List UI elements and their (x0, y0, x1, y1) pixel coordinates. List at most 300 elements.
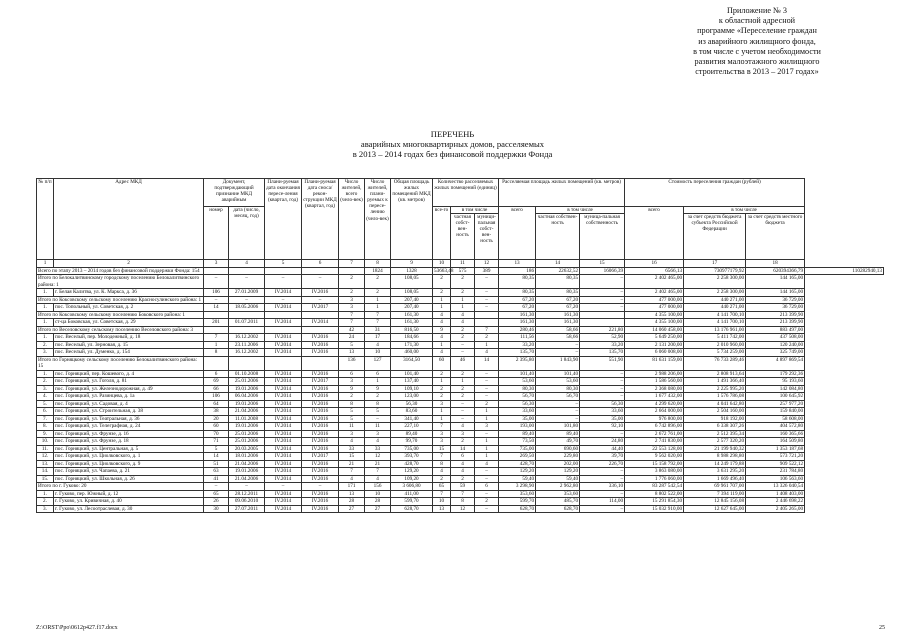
value-cell: – (302, 275, 339, 289)
value-cell: 33,20 (580, 341, 625, 349)
address-cell: пос. Горняцкий, ул. Циолковского, д. 1 (54, 453, 204, 461)
value-cell: IV.2017 (302, 304, 339, 312)
value-cell: 161,30 (499, 319, 536, 327)
header-residents-planned: Число жителей, плани-руемых к пересе-лению (чело-век) (365, 179, 391, 260)
value-cell: 6 742 896,00 (625, 423, 684, 431)
value-cell: IV.2014 (265, 460, 302, 468)
value-cell (580, 311, 625, 319)
table-row (37, 423, 884, 431)
value-cell: – (451, 341, 475, 349)
value-cell: 2 (451, 326, 475, 334)
value-cell: 389 (475, 267, 499, 275)
address-cell: пос. Горняцкий, пер. Кошевого, д. 4 (54, 370, 204, 378)
value-cell: 9 562 020,00 (625, 453, 684, 461)
value-cell: – (580, 296, 625, 304)
value-cell: 137,40 (391, 378, 433, 386)
value-cell: – (365, 415, 391, 423)
group-label-cell: Итого по Коксовскому сельскому поселению Боковского района: 1 (37, 311, 204, 319)
value-cell: 1328 (391, 267, 433, 275)
value-cell: 2 402 465,00 (625, 289, 684, 297)
value-cell: 108,05 (391, 275, 433, 289)
value-cell: 28 (339, 498, 365, 506)
value-cell: 6 060 008,00 (625, 349, 684, 357)
table-row (37, 378, 884, 386)
value-cell: 2 (339, 289, 365, 297)
table-row (37, 475, 884, 483)
value-cell: 123,00 (391, 393, 433, 401)
value-cell: 7 (339, 468, 365, 476)
value-cell: 14 060 458,00 (625, 326, 684, 334)
value-cell: 976 800,00 (625, 415, 684, 423)
value-cell: 3 (433, 430, 451, 438)
header-cost-incl: в том числе (684, 207, 805, 214)
value-cell: 17 (365, 334, 391, 342)
value-cell: 229,80 (536, 453, 580, 461)
value-cell: 477 000,00 (625, 304, 684, 312)
value-cell: 179 292,36 (746, 370, 805, 378)
value-cell: 2 (365, 393, 391, 401)
value-cell: 109,10 (391, 385, 433, 393)
value-cell: 1 (475, 408, 499, 416)
value-cell: 2 405 265,00 (746, 505, 805, 513)
column-number-cell: 17 (684, 260, 746, 268)
value-cell (475, 311, 499, 319)
value-cell: 60 (204, 423, 229, 431)
value-cell: IV.2014 (265, 438, 302, 446)
table-row (37, 400, 884, 408)
column-number-cell: 18 (746, 260, 805, 268)
value-cell: – (580, 430, 625, 438)
value-cell: 4 355 100,00 (625, 311, 684, 319)
value-cell: IV.2016 (302, 430, 339, 438)
value-cell: – (475, 475, 499, 483)
value-cell: IV.2016 (302, 393, 339, 401)
value-cell: 41 (204, 475, 229, 483)
column-number-cell: 7 (339, 260, 365, 268)
group-total-row (37, 311, 884, 319)
value-cell: 101,40 (499, 370, 536, 378)
value-cell: 6 (204, 370, 229, 378)
value-cell: 159 840,00 (746, 408, 805, 416)
value-cell: 31 (365, 326, 391, 334)
value-cell: 4 (339, 438, 365, 446)
value-cell: IV.2016 (302, 349, 339, 357)
value-cell: 11.01.2008 (229, 415, 265, 423)
value-cell: 628,70 (536, 505, 580, 513)
column-number-cell: 8 (365, 260, 391, 268)
header-rooms-private: частная собст-вен-ность (451, 214, 475, 260)
value-cell: – (229, 275, 265, 289)
value-cell: 1 (433, 378, 451, 386)
value-cell: 4 (365, 341, 391, 349)
value-cell: 161,30 (391, 319, 433, 327)
value-cell: 58,66 (536, 334, 580, 342)
value-cell: 207,40 (391, 296, 433, 304)
value-cell: – (204, 483, 229, 491)
value-cell: 599,70 (391, 498, 433, 506)
table-row (37, 415, 884, 423)
row-number-cell: 1. (37, 289, 54, 297)
value-cell: 2 010 960,00 (684, 341, 746, 349)
value-cell: IV.2014 (265, 370, 302, 378)
column-number-cell: 1 (37, 260, 54, 268)
footer-file-path: Z:\ORST\Ppo\0612p427.f17.docx (36, 625, 118, 631)
table-row (37, 505, 884, 513)
value-cell: 4 299 620,00 (625, 400, 684, 408)
value-cell: 4 (475, 460, 499, 468)
value-cell: 184,66 (391, 334, 433, 342)
value-cell: 2 (433, 370, 451, 378)
value-cell: 5 411 742,00 (684, 334, 746, 342)
value-cell: 551,90 (580, 356, 625, 370)
column-number-cell: 4 (229, 260, 265, 268)
value-cell: 71 (204, 438, 229, 446)
column-number-cell: 14 (536, 260, 580, 268)
value-cell (265, 311, 302, 319)
value-cell: 353,60 (499, 490, 536, 498)
group-label-cell: Итого по Веселовскому сельскому поселению Веселовского района: 3 (37, 326, 204, 334)
value-cell: IV.2014 (265, 468, 302, 476)
value-cell: 4 (451, 460, 475, 468)
address-cell: г. Гуково, ул. Лесоотраслевая, д. 30 (54, 505, 204, 513)
value-cell (204, 326, 229, 334)
header-planned-end: Плани-руемая дата окончания пересе-ления (квартал, год) (265, 179, 302, 260)
value-cell: 33 (365, 445, 391, 453)
value-cell: IV.2014 (265, 445, 302, 453)
value-cell: 2 258 300,00 (684, 275, 746, 289)
row-number-cell: 3. (37, 349, 54, 357)
appendix-line: в том числе с учетом необходимости (693, 46, 821, 56)
value-cell: 164 509,80 (746, 438, 805, 446)
value-cell: 28 (365, 498, 391, 506)
value-cell: IV.2014 (265, 453, 302, 461)
value-cell: 816,50 (391, 326, 433, 334)
value-cell: IV.2016 (302, 341, 339, 349)
value-cell: 4 (433, 319, 451, 327)
header-area-incl: в том числе (536, 207, 625, 214)
value-cell: IV.2016 (302, 438, 339, 446)
row-number-cell: 13. (37, 460, 54, 468)
value-cell: 3 (433, 400, 451, 408)
value-cell: 19.01.2006 (229, 423, 265, 431)
value-cell: 73,50 (499, 438, 536, 446)
value-cell: 13 (339, 490, 365, 498)
value-cell: 2 (433, 385, 451, 393)
header-doc-date: дата (число, месяц, год) (229, 207, 265, 260)
value-cell: 5 (339, 408, 365, 416)
value-cell: 30 (204, 505, 229, 513)
value-cell: 8 (365, 400, 391, 408)
appendix-header (627, 6, 887, 77)
value-cell: 24 (339, 334, 365, 342)
value-cell: 15 (339, 453, 365, 461)
value-cell: 2 577 320,20 (684, 438, 746, 446)
value-cell: 19.01.2006 (229, 400, 265, 408)
value-cell: – (580, 275, 625, 289)
value-cell: 599,70 (499, 498, 536, 506)
value-cell: 53663,48 (434, 267, 454, 274)
value-cell: 21.04.2006 (229, 408, 265, 416)
value-cell: 2 962,80 (536, 483, 580, 491)
value-cell: – (580, 393, 625, 401)
value-cell: 5 (339, 341, 365, 349)
value-cell: 89,40 (391, 430, 433, 438)
table-row (37, 430, 884, 438)
value-cell: – (580, 505, 625, 513)
value-cell: 2 (433, 475, 451, 483)
row-number-cell: 14. (37, 468, 54, 476)
address-cell: пос. Горняцкий, ул. Строительная, д. 38 (54, 408, 204, 416)
value-cell (229, 356, 265, 370)
header-planned-demolition: Плани-руемая дата сноса/ рекон-струкции МКД (квартал, год) (302, 179, 339, 260)
value-cell: – (451, 400, 475, 408)
header-rooms-incl: в том числе (451, 207, 499, 214)
value-cell: 2 (339, 393, 365, 401)
value-cell: 42 (339, 326, 365, 334)
table-row (37, 370, 884, 378)
value-cell: 53,60 (536, 378, 580, 386)
value-cell: 227,10 (391, 423, 433, 431)
value-cell: 5 (365, 408, 391, 416)
value-cell: 440 271,00 (684, 304, 746, 312)
value-cell: 80,35 (536, 289, 580, 297)
appendix-line: строительства в 2013 – 2017 годах» (695, 67, 819, 77)
value-cell: 2 988 206,00 (625, 370, 684, 378)
value-cell: 33,20 (499, 341, 536, 349)
value-cell: 8 (204, 349, 229, 357)
value-cell: 2 504 160,00 (684, 408, 746, 416)
value-cell: 161,30 (536, 311, 580, 319)
value-cell: 27 (339, 505, 365, 513)
appendix-line: из аварийного жилищного фонда, (698, 36, 816, 46)
value-cell: 65 (204, 490, 229, 498)
value-cell: – (475, 370, 499, 378)
value-cell: 21 199 940,32 (684, 445, 746, 453)
group-total-row (37, 275, 884, 289)
value-cell (302, 356, 339, 370)
value-cell: 2 (475, 498, 499, 506)
value-cell (475, 319, 499, 327)
value-cell: 11 (365, 423, 391, 431)
value-cell: 25.01.2006 (229, 438, 265, 446)
value-cell: – (475, 289, 499, 297)
address-cell: пос. Горняцкий, ул. Телеграфная, д. 24 (54, 423, 204, 431)
value-cell (265, 356, 302, 370)
value-cell: 129,20 (391, 468, 433, 476)
value-cell: 67,20 (499, 296, 536, 304)
value-cell: 21.04.2006 (229, 475, 265, 483)
value-cell: 80,35 (536, 275, 580, 289)
value-cell: 24,80 (580, 438, 625, 446)
value-cell: 1 843,90 (536, 356, 580, 370)
value-cell: – (475, 393, 499, 401)
value-cell: 83 287 542,54 (625, 483, 684, 491)
value-cell: 213 399,90 (746, 311, 805, 319)
title-line: ПЕРЕЧЕНЬ (430, 129, 475, 139)
value-cell: 186 (499, 267, 536, 275)
value-cell: 56,70 (499, 393, 536, 401)
value-cell: 2 (451, 334, 475, 342)
value-cell: 7 (339, 319, 365, 327)
value-cell: 67,20 (499, 304, 536, 312)
value-cell: – (580, 490, 625, 498)
value-cell: 437 508,00 (746, 334, 805, 342)
value-cell: 09.06.2010 (229, 498, 265, 506)
value-cell: IV.2016 (302, 475, 339, 483)
value-cell: 7 (433, 423, 451, 431)
row-number-cell: 5. (37, 400, 54, 408)
value-cell: IV.2016 (302, 505, 339, 513)
row-number-cell: 1. (37, 304, 54, 312)
value-cell: 2 512 395,34 (684, 430, 746, 438)
value-cell: 5 (339, 415, 365, 423)
group-total-row (37, 356, 884, 370)
value-cell: 70 (204, 430, 229, 438)
value-cell: IV.2016 (302, 385, 339, 393)
value-cell: 1 (475, 445, 499, 453)
table-row (37, 490, 884, 498)
value-cell: 460,00 (391, 349, 433, 357)
value-cell: 8 (433, 460, 451, 468)
value-cell: 2 395,80 (499, 356, 536, 370)
value-cell: 8 988 298,80 (684, 453, 746, 461)
header-area-total: всего (499, 207, 536, 260)
value-cell: 39,70 (580, 453, 625, 461)
value-cell: 207,40 (391, 304, 433, 312)
appendix-line: к областной адресной (718, 16, 796, 26)
value-cell: 100 645,92 (746, 393, 805, 401)
address-cell: пос. Веселый, ул. Думенко, д. 154 (54, 349, 204, 357)
value-cell: 38 (204, 408, 229, 416)
value-cell: IV.2014 (265, 319, 302, 327)
row-number-cell: 3. (37, 505, 54, 513)
header-area-private: частная собствен-ность (536, 214, 580, 260)
value-cell (580, 319, 625, 327)
value-cell: 171 (339, 483, 365, 491)
value-cell: IV.2016 (302, 408, 339, 416)
value-cell: 15 291 854,30 (625, 498, 684, 506)
value-cell: 11 (339, 423, 365, 431)
header-rooms: Количество расселяемых жилых помещений (единиц) (433, 179, 499, 207)
value-cell: 06.04.2006 (229, 393, 265, 401)
value-cell: 3164,50 (391, 356, 433, 370)
value-cell: 404 572,80 (746, 423, 805, 431)
value-cell: IV.2016 (302, 490, 339, 498)
address-cell: пос. Горняцкий, ул. Разинцева, д. 1а (54, 393, 204, 401)
address-cell: пос. Горняцкий, ул. Железнодорожная, д. 49 (54, 385, 204, 393)
value-cell: 1 (433, 296, 451, 304)
value-cell: 25.01.2006 (229, 430, 265, 438)
value-cell: 213 399,90 (746, 319, 805, 327)
address-cell: г. Гуково, ул. Кривичная, д. 40 (54, 498, 204, 506)
value-cell: 4 (451, 423, 475, 431)
value-cell: 4 (451, 319, 475, 327)
group-label-cell: Итого по Горняцкому сельскому поселению Белокалитвинского района: 15 (37, 356, 204, 370)
value-cell: 52,90 (580, 334, 625, 342)
table-row (37, 319, 884, 327)
header-residents: Число жителей, всего (чело-век) (339, 179, 365, 260)
value-cell: 64 (204, 400, 229, 408)
value-cell: 129,20 (499, 468, 536, 476)
value-cell: 735,00 (499, 445, 536, 453)
value-cell: – (475, 304, 499, 312)
address-cell: пос. Топольный, ул. Советская, д. 2 (54, 304, 204, 312)
value-cell: 7 394 119,00 (684, 490, 746, 498)
header-doc-number: номер (204, 207, 229, 260)
value-cell: IV.2014 (265, 334, 302, 342)
column-number-cell: 6 (302, 260, 339, 268)
value-cell: 161,30 (499, 311, 536, 319)
value-cell: 12 845 156,08 (684, 498, 746, 506)
group-label-cell: Всего по этапу 2013 – 2014 годов без финансовой поддержки Фонда: 154 (37, 267, 204, 275)
value-cell: 477 000,00 (625, 296, 684, 304)
value-cell: 106 (204, 289, 229, 297)
value-cell: IV.2014 (265, 393, 302, 401)
table-row (37, 453, 884, 461)
value-cell: 156 (365, 483, 391, 491)
value-cell: 01.07.2011 (229, 319, 265, 327)
header-address: Адрес МКД (54, 179, 204, 260)
address-cell: пос. Горняцкий, ул. Центральная, д. 5 (54, 445, 204, 453)
value-cell: 2 (433, 275, 451, 289)
value-cell: 2 (365, 289, 391, 297)
address-cell: пос. Горняцкий, ул. Фрунзе, д. 16 (54, 430, 204, 438)
value-cell: 13 326 040,54 (746, 483, 805, 491)
value-cell: 573 721,20 (746, 453, 805, 461)
value-cell: 23.11.2006 (229, 341, 265, 349)
value-cell: 336,10 (580, 483, 625, 491)
value-cell: – (580, 475, 625, 483)
value-cell: 69 961 707,00 (684, 483, 746, 491)
value-cell: 221,80 (580, 326, 625, 334)
value-cell: IV.2016 (302, 370, 339, 378)
value-cell: 15 158 792,00 (625, 460, 684, 468)
value-cell: IV.2014 (265, 341, 302, 349)
table-body (37, 260, 884, 513)
value-cell: – (536, 415, 580, 423)
value-cell: 1 586 560,00 (625, 378, 684, 386)
row-number-cell: 12. (37, 453, 54, 461)
value-cell: 231 784,80 (746, 468, 805, 476)
value-cell: 3 (339, 304, 365, 312)
value-cell: – (580, 304, 625, 312)
value-cell: 56,70 (536, 393, 580, 401)
address-cell: г. Гуково, пер. Южный, д. 12 (54, 490, 204, 498)
value-cell: 6 (475, 483, 499, 491)
value-cell: – (536, 400, 580, 408)
value-cell: 80,35 (499, 289, 536, 297)
value-cell: 142 084,80 (746, 385, 805, 393)
value-cell: 1 (365, 296, 391, 304)
value-cell (339, 267, 365, 275)
value-cell: – (580, 385, 625, 393)
value-cell: 13 (433, 505, 451, 513)
value-cell: 15 032 910,00 (625, 505, 684, 513)
value-cell: 59,40 (536, 475, 580, 483)
value-cell: 4 141 700,10 (684, 311, 746, 319)
value-cell: IV.2014 (265, 385, 302, 393)
value-cell: 2 (451, 393, 475, 401)
value-cell: 1 (433, 304, 451, 312)
header-total-area: Общая площадь жилых помещений МКД (кв. метров) (391, 179, 433, 260)
value-cell: – (580, 370, 625, 378)
value-cell: 58 608,00 (746, 415, 805, 423)
value-cell: 33,60 (499, 408, 536, 416)
value-cell: 144 165,00 (746, 289, 805, 297)
value-cell: 3 (451, 430, 475, 438)
value-cell: 4 (365, 438, 391, 446)
value-cell: 106 (204, 393, 229, 401)
